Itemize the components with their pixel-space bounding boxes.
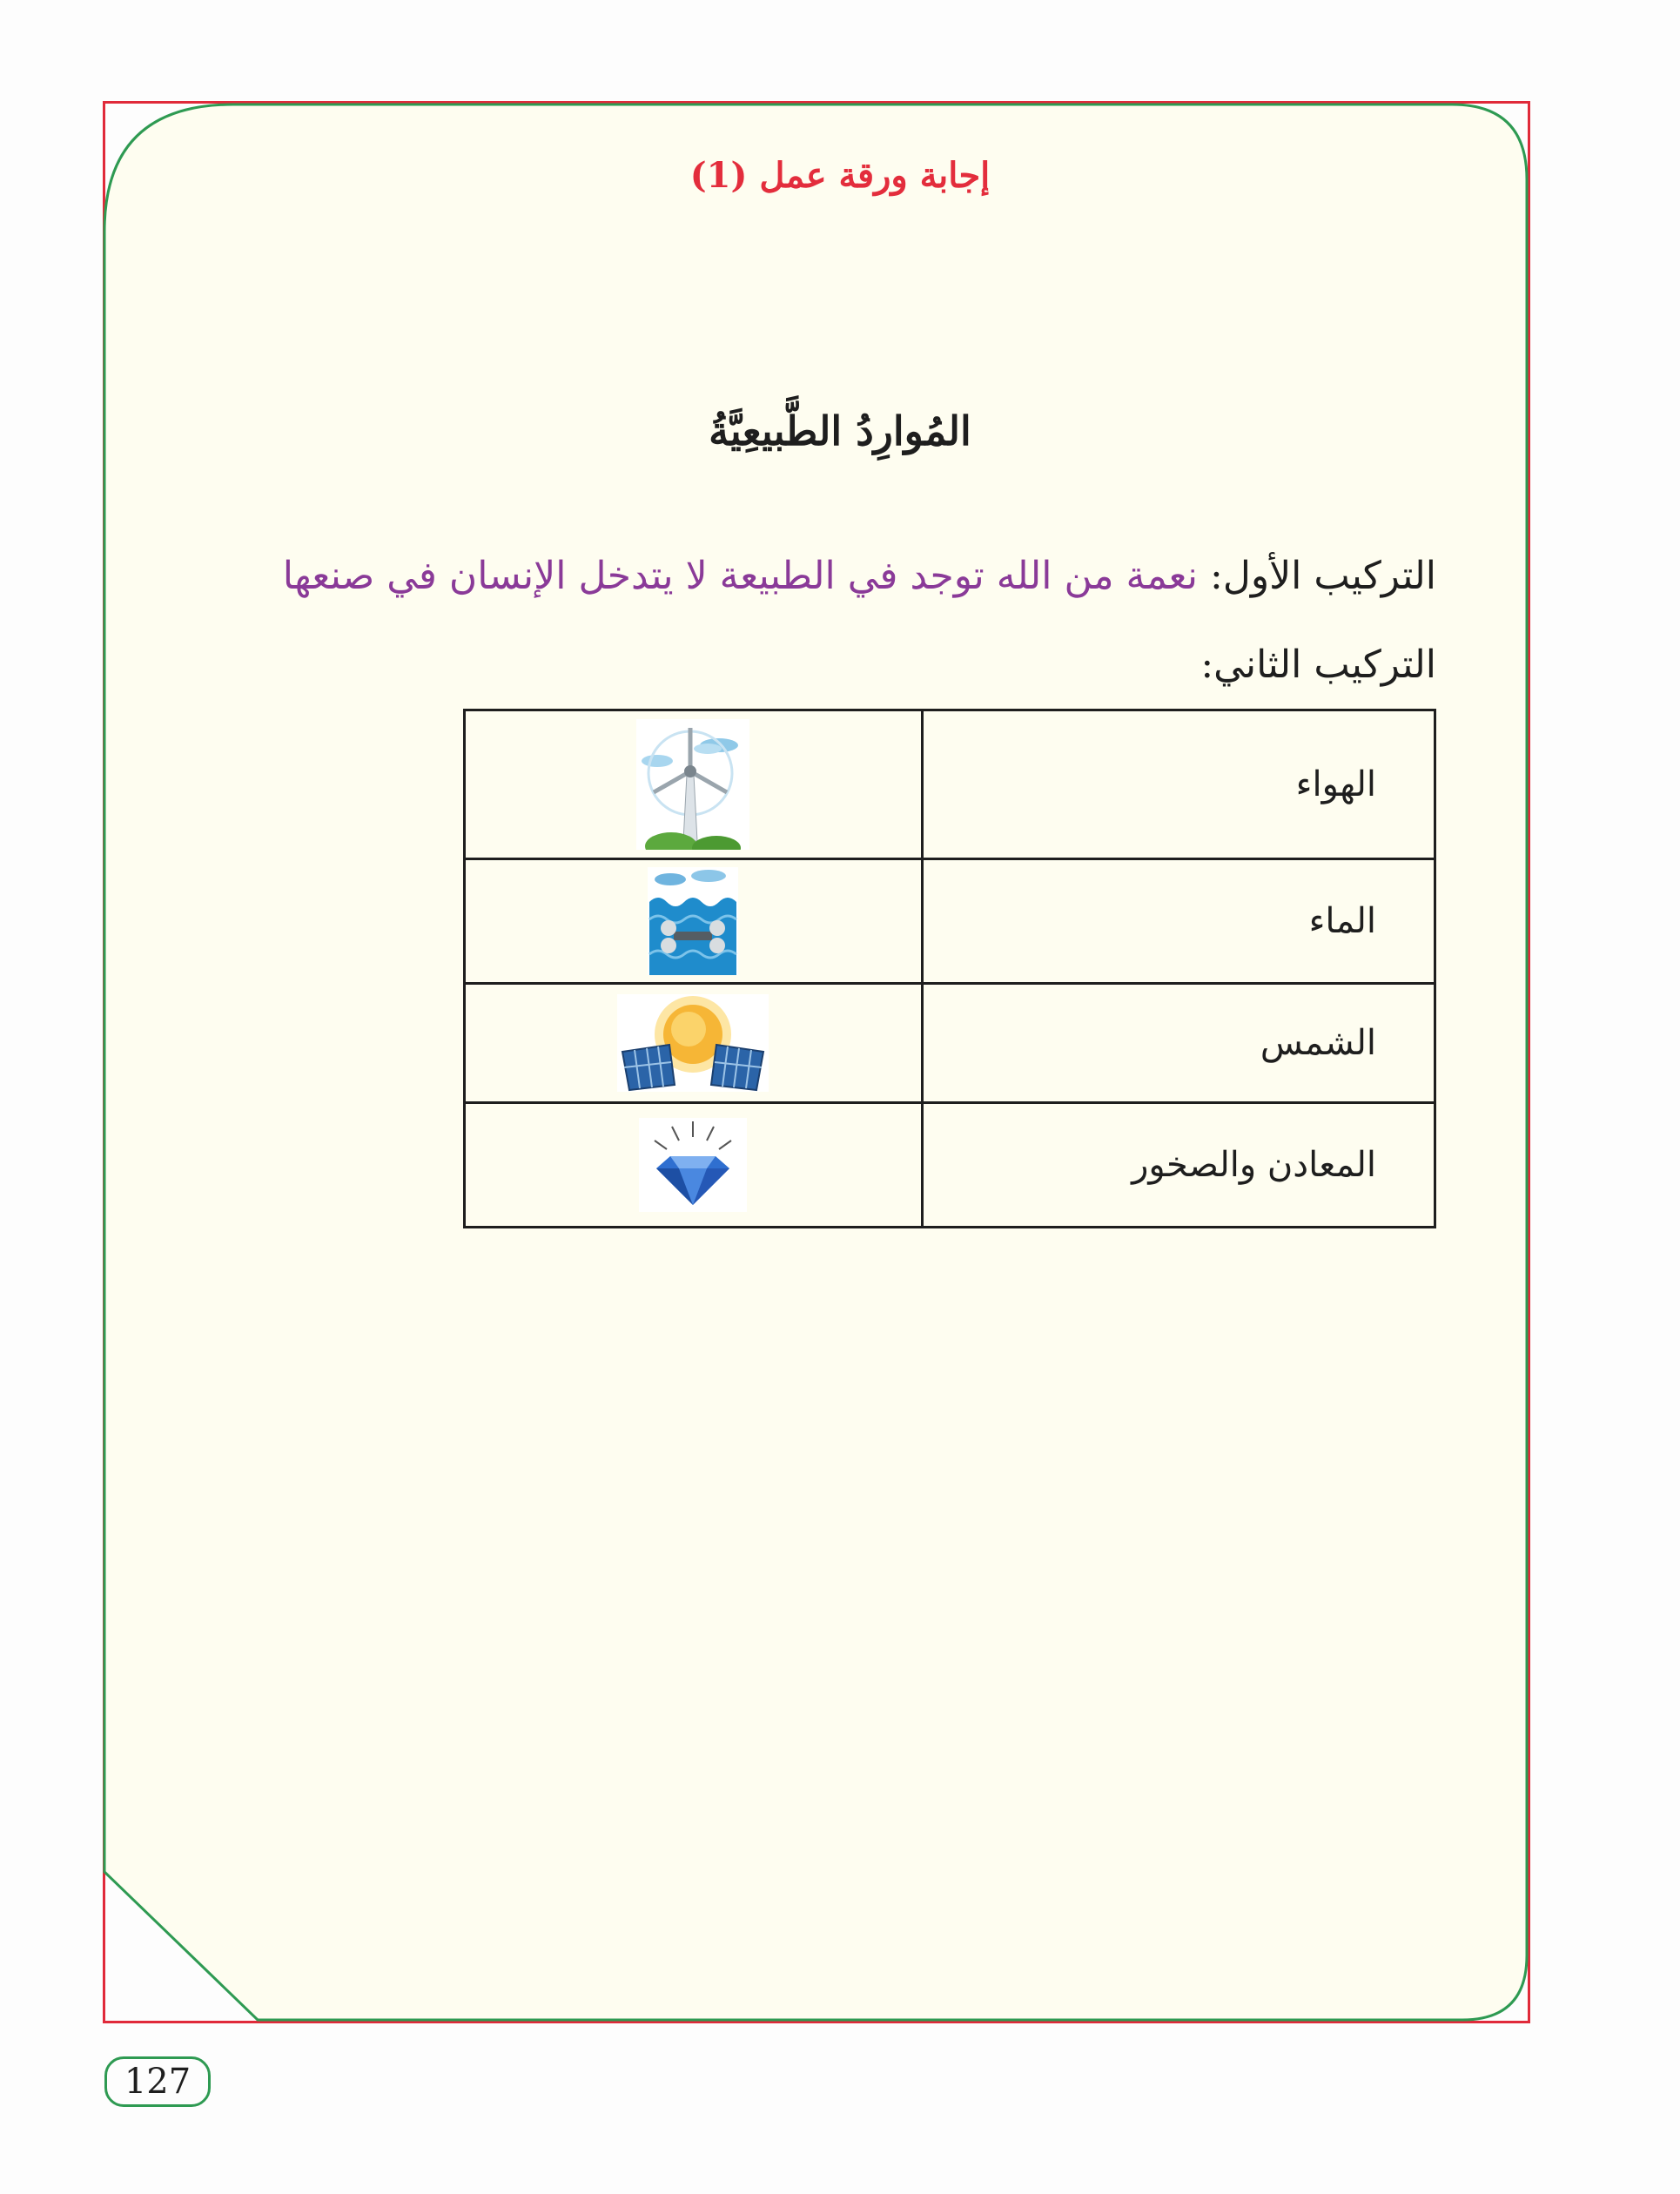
resource-image-cell <box>465 1103 923 1228</box>
resource-name: الماء <box>922 859 1435 984</box>
table-row <box>465 984 1435 1103</box>
table-row <box>465 1103 1435 1228</box>
solar-panel-sun-icon <box>617 994 769 1092</box>
resources-table <box>463 709 1436 1228</box>
lesson-heading: المُوارِدُ الطَّبيعِيَّةُ <box>709 407 971 454</box>
diamond-icon <box>639 1118 747 1212</box>
page-number: 127 <box>104 2056 211 2107</box>
first-structure-line <box>283 554 1436 598</box>
worksheet-title: إجابة ورقة عمل (1) <box>689 155 991 196</box>
water-turbine-icon <box>648 867 738 975</box>
resource-name: الهواء <box>922 710 1435 859</box>
resource-image-cell <box>465 984 923 1103</box>
resource-image-cell <box>465 710 923 859</box>
table-row <box>465 859 1435 984</box>
first-structure-answer: نعمة من الله توجد في الطبيعة لا يتدخل الإنسان في صنعها <box>282 554 1199 598</box>
resource-image-cell <box>465 859 923 984</box>
resource-name: المعادن والصخور <box>922 1103 1435 1228</box>
resource-name: الشمس <box>922 984 1435 1103</box>
table-row <box>465 710 1435 859</box>
second-structure-label: التركيب الثاني: <box>1200 643 1436 687</box>
wind-turbine-icon <box>636 719 749 850</box>
first-structure-label: التركيب الأول: <box>1210 554 1436 598</box>
